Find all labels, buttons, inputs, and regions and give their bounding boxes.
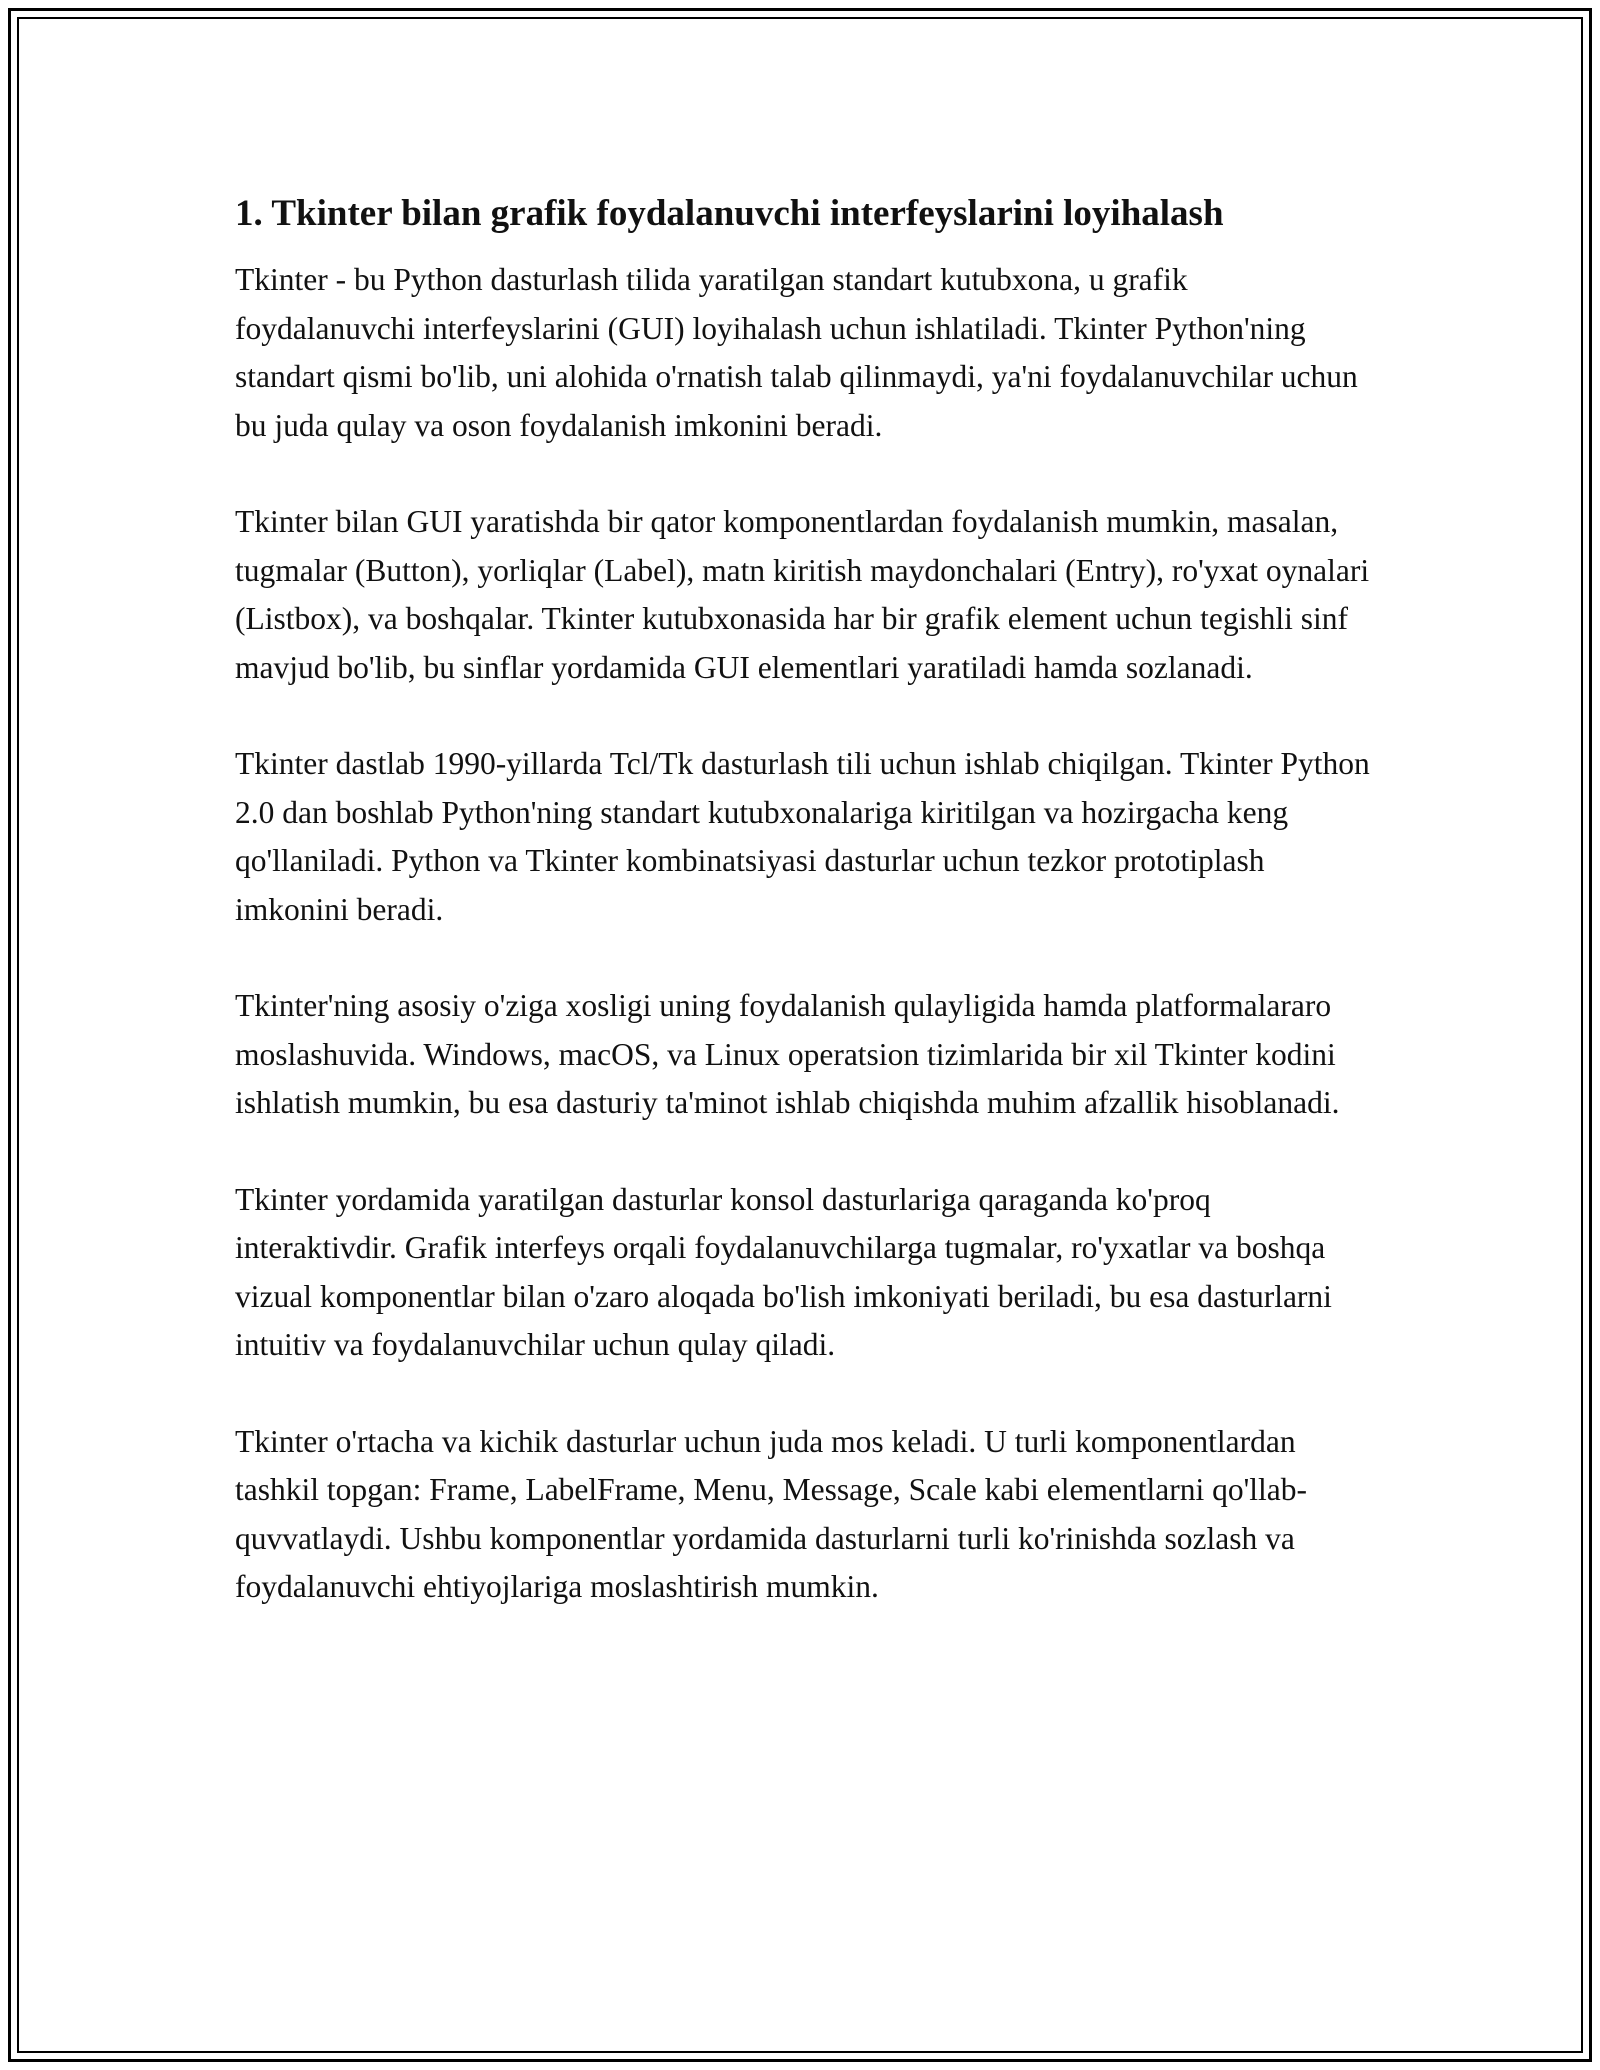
page-title: 1. Tkinter bilan grafik foydalanuvchi interfeyslarini loyihalash (235, 193, 1224, 234)
paragraph-5: Tkinter yordamida yaratilgan dasturlar konsol dasturlariga qaraganda ko'proq interaktivdir. Grafik interfeys orqali foydalanuvchilarga tugmalar, ro'yxatlar va boshqa vizual komponentlar bilan o'zaro aloqada bo'lish imkoniyati beriladi, bu esa dasturlarni intuitiv va foydalanuvchilar uchun qulay qiladi. (235, 1181, 1332, 1362)
paragraph-2: Tkinter bilan GUI yaratishda bir qator komponentlardan foydalanish mumkin, masalan, tugmalar (Button), yorliqlar (Label), matn kiritish maydonchalari (Entry), ro'yxat oynalari (Listbox), va boshqalar. Tkinter kutubxonasida har bir grafik element uchun tegishli sinf mavjud bo'lib, bu sinflar yordamida GUI elementlari yaratiladi hamda sozlanadi. (235, 504, 1370, 685)
paragraph-4: Tkinter'ning asosiy o'ziga xosligi uning foydalanish qulayligida hamda platformalararo moslashuvida. Windows, macOS, va Linux operatsion tizimlarida bir xil Tkinter kodini ishlatish mumkin, bu esa dasturiy ta'minot ishlab chiqishda muhim afzallik hisoblanadi. (235, 988, 1340, 1120)
document-body (235, 190, 1375, 1660)
paragraph-3: Tkinter dastlab 1990-yillarda Tcl/Tk dasturlash tili uchun ishlab chiqilgan. Tkinter Python 2.0 dan boshlab Python'ning standart kutubxonalariga kiritilgan va hozirgacha keng qo'llaniladi. Python va Tkinter kombinatsiyasi dasturlar uchun tezkor prototiplash imkonini beradi. (235, 746, 1370, 927)
paragraph-1: Tkinter - bu Python dasturlash tilida yaratilgan standart kutubxona, u grafik foydalanuvchi interfeyslarini (GUI) loyihalash uchun ishlatiladi. Tkinter Python'ning standart qismi bo'lib, uni alohida o'rnatish talab qilinmaydi, ya'ni foydalanuvchilar uchun bu juda qulay va oson foydalanish imkonini beradi. (235, 262, 1358, 443)
paragraph-6: Tkinter o'rtacha va kichik dasturlar uchun juda mos keladi. U turli komponentlardan tashkil topgan: Frame, LabelFrame, Menu, Message, Scale kabi elementlarni qo'llab-quvvatlaydi. Ushbu komponentlar yordamida dasturlarni turli ko'rinishda sozlash va foydalanuvchi ehtiyojlariga moslashtirish mumkin. (235, 1423, 1307, 1604)
